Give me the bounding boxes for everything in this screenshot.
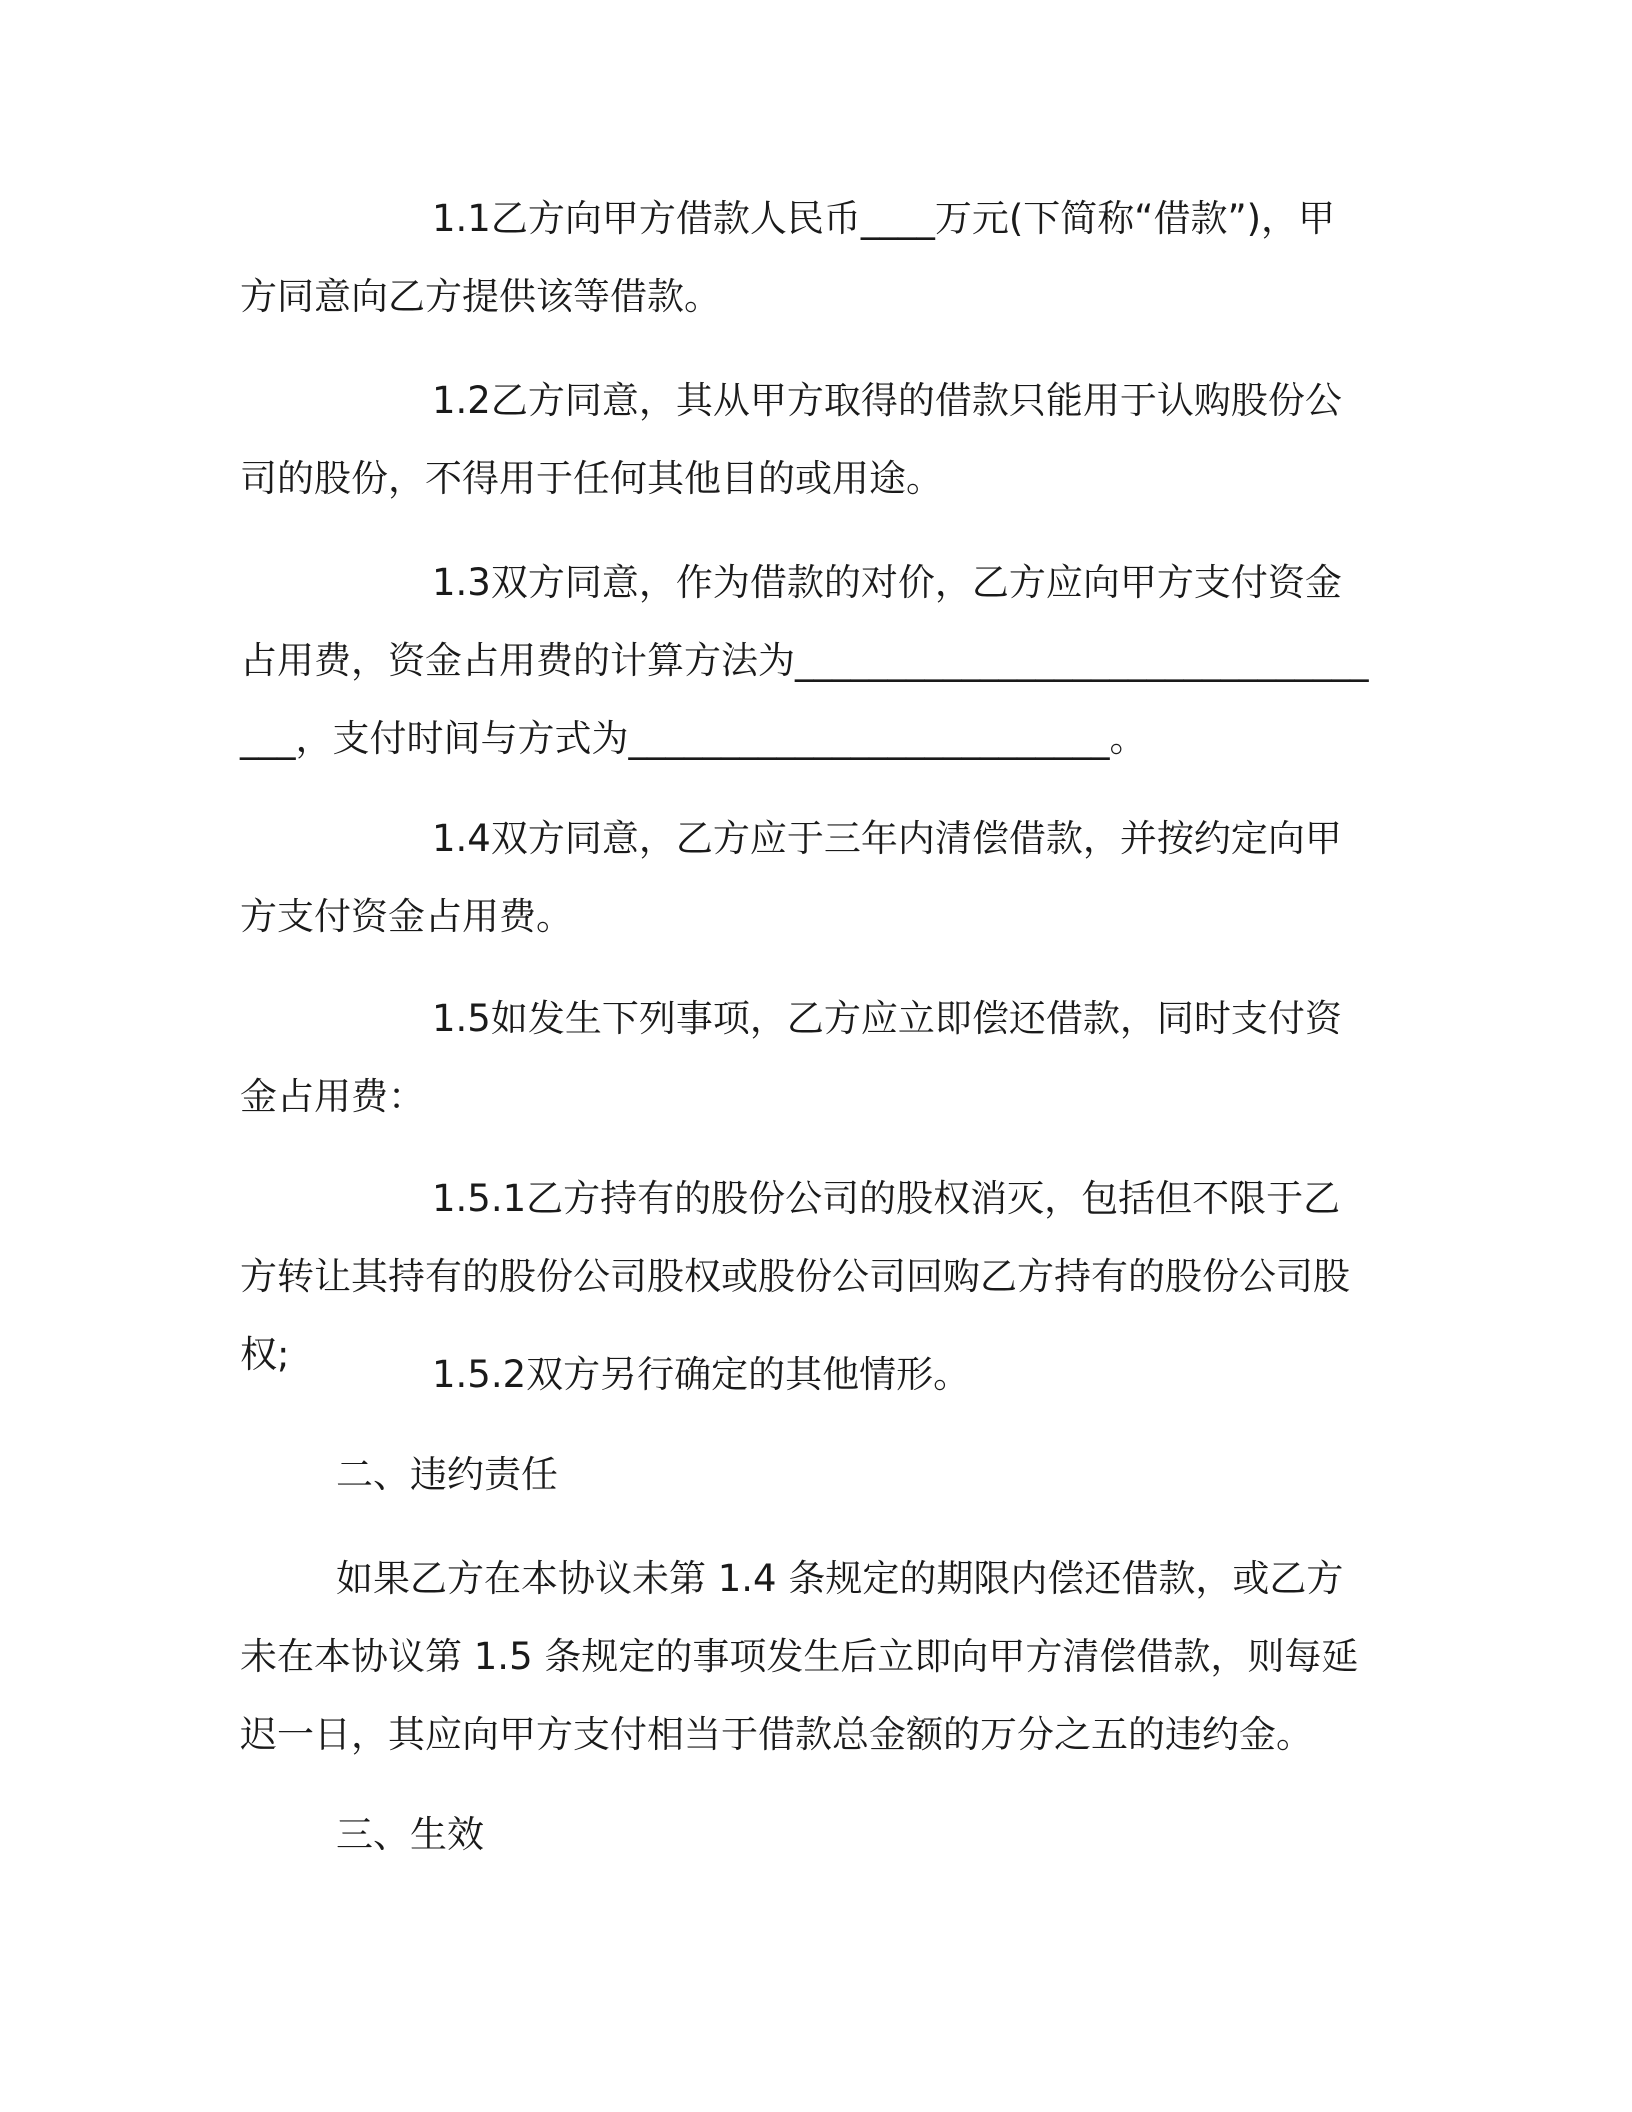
section-heading-breach: 二、违约责任 [336, 1453, 558, 1496]
clause-number: 1.5.2 [432, 1353, 527, 1396]
clause-number: 1.3 [432, 561, 491, 604]
clause-1-3 [240, 544, 1370, 778]
clause-number: 1.5.1 [432, 1177, 527, 1220]
clause-1-5 [240, 980, 1370, 1136]
clause-number: 1.5 [432, 997, 491, 1040]
clause-1-2 [240, 362, 1370, 518]
clause-number: 1.1 [432, 197, 491, 240]
clause-text: 双方同意，乙方应于三年内清偿借款，并按约定向甲方支付资金占用费。 [240, 817, 1342, 938]
section-breach-text: 如果乙方在本协议未第 1.4 条规定的期限内偿还借款，或乙方未在本协议第 1.5 条规定的事项发生后立即向甲方清偿借款，则每延迟一日，其应向甲方支付相当于借款总金额的万分之五的违约金。 [240, 1557, 1359, 1756]
clause-number: 1.4 [432, 817, 491, 860]
clause-text: 双方同意，作为借款的对价，乙方应向甲方支付资金占用费，资金占用费的计算方法为__________________________________，支付时间与方式为__________________________。 [240, 561, 1369, 760]
clause-number: 1.2 [432, 379, 491, 422]
clause-text: 乙方向甲方借款人民币____万元(下简称“借款”)，甲方同意向乙方提供该等借款。 [240, 197, 1336, 318]
section-heading-effective: 三、生效 [336, 1813, 484, 1856]
clause-text: 如发生下列事项，乙方应立即偿还借款，同时支付资金占用费： [240, 997, 1342, 1118]
clause-text: 乙方持有的股份公司的股权消灭，包括但不限于乙方转让其持有的股份公司股权或股份公司回购乙方持有的股份公司股权; [240, 1177, 1350, 1376]
clause-text: 双方另行确定的其他情形。 [526, 1353, 971, 1396]
clause-text: 乙方同意，其从甲方取得的借款只能用于认购股份公司的股份，不得用于任何其他目的或用途。 [240, 379, 1342, 500]
clause-1-5-2 [240, 1336, 1370, 1414]
clause-1-1 [240, 180, 1370, 336]
clause-1-4 [240, 800, 1370, 956]
